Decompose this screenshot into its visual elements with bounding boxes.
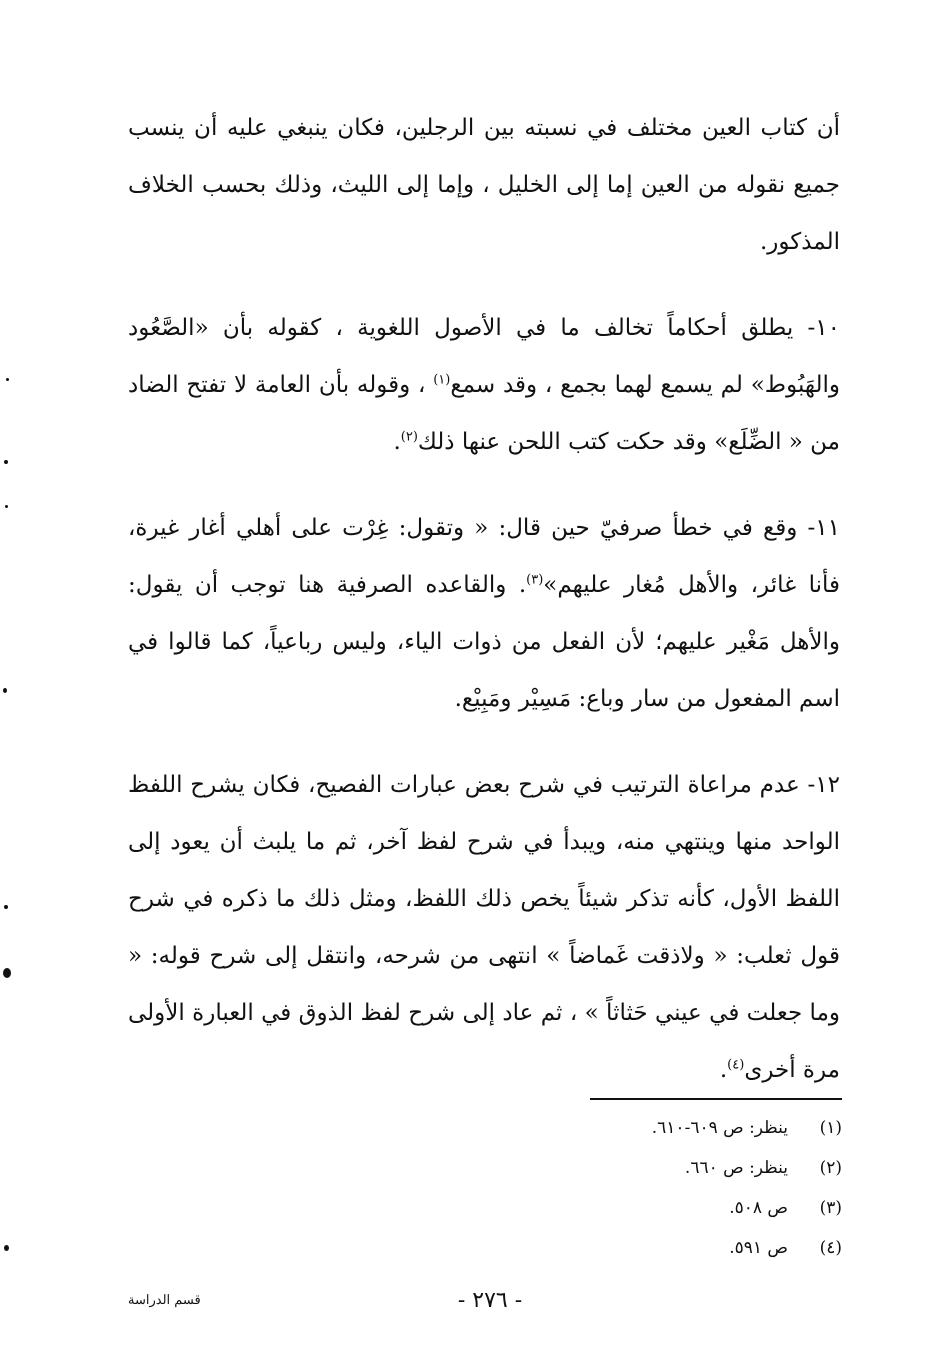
paragraph-3 [128,500,840,728]
scan-speck [4,1245,9,1251]
scan-speck [4,460,8,464]
footnote-ref-4[interactable]: (٤) [727,1057,745,1073]
paragraph-3-text-cont: . والقاعده الصرفية هنا توجب أن يقول: والأهل مَغْير عليهم؛ لأن الفعل من ذوات الياء، وليس رباعياً، كما قالوا في اسم المفعول من سار وباع: مَسِيْر ومَبِيْع. [128,572,840,712]
main-text [128,100,840,1099]
footnote-ref-3[interactable]: (٣) [526,572,544,588]
paragraph-2-text: ١٠- يطلق أحكاماً تخالف ما في الأصول اللغوية ، كقوله بأن «الصَّعُود والهَبُوط» لم يسمع لهما بجمع ، وقد سمع [128,315,840,398]
section-label: قسم الدراسة [128,1293,201,1308]
footnote-number: (١) [819,1118,842,1138]
footnote-text: ينظر: ص ٦٠٩-٦١٠. [651,1118,788,1138]
paragraph-2-text-cont: ، وقوله بأن العامة لا تفتح الضاد من « الضِّلَع» وقد حكت كتب اللحن عنها ذلك [128,372,840,455]
footnote-text: ينظر: ص ٦٦٠. [684,1158,788,1178]
paragraph-1 [128,100,840,271]
scan-speck [4,905,8,909]
footnote-number: (٣) [819,1198,842,1218]
footnote-item [500,1188,842,1228]
footnote-text: ص ٥٠٨. [729,1198,788,1218]
footnote-number: (٤) [819,1238,842,1258]
footnote-text: ص ٥٩١. [729,1238,788,1258]
footnote-divider [590,1098,842,1100]
scan-speck [3,968,11,978]
scan-speck [6,378,9,381]
paragraph-2 [128,300,840,471]
scan-speck [3,688,7,693]
paragraph-1-text: أن كتاب العين مختلف في نسبته بين الرجلين، فكان ينبغي عليه أن ينسب جميع نقوله من العين إما إلى الخليل ، وإما إلى الليث، وذلك بحسب الخلاف المذكور. [128,115,840,255]
footnote-ref-1[interactable]: (١) [433,372,451,388]
paragraph-4-text-end: . [719,1057,728,1083]
footnote-item [500,1148,842,1188]
footnote-item [500,1228,842,1268]
paragraph-4 [128,757,840,1099]
page-number: - ٢٧٦ - [457,1288,523,1313]
scan-speck [5,505,8,508]
footnote-ref-2[interactable]: (٢) [400,429,418,445]
footnote-item [500,1108,842,1148]
paragraph-4-text: ١٢- عدم مراعاة الترتيب في شرح بعض عبارات الفصيح، فكان يشرح اللفظ الواحد منها وينتهي منه، ويبدأ في شرح لفظ آخر، ثم ما يلبث أن يعود إلى اللفظ الأول، كأنه تذكر شيئاً يخص ذلك اللفظ، ومثل ذلك ما ذكره في شرح قول ثعلب: « ولاذقت غَماضاً » انتهى من شرحه، وانتقل إلى شرح قوله: « وما جعلت في عيني حَثاثاً » ، ثم عاد إلى شرح لفظ الذوق في العبارة الأولى مرة أخرى [128,772,840,1083]
footnote-number: (٢) [819,1158,842,1178]
paragraph-2-text-end: . [393,429,401,455]
footnotes [500,1108,842,1268]
paragraph-3-text: ١١- وقع في خطأ صرفيّ حين قال: « وتقول: غِرْت على أهلي أغار غيرة، فأنا غائر، والأهل مُغار عليهم» [128,515,840,598]
